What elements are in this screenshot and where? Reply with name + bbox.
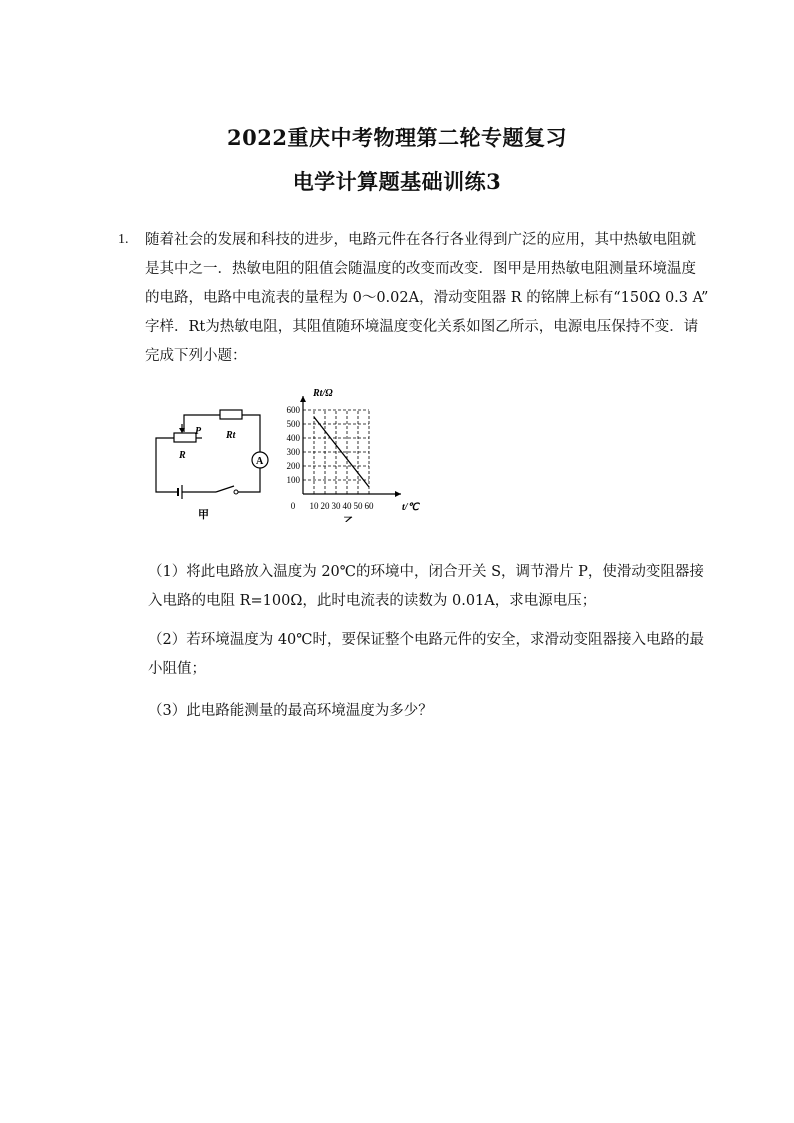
y-axis-label: Rt/Ω	[313, 388, 333, 399]
y-tick-label: 600	[286, 405, 300, 415]
figure-a-caption: 甲	[198, 509, 209, 521]
switch-blade	[216, 486, 234, 492]
stem-line: 完成下列小题：	[145, 348, 247, 364]
wire	[242, 415, 260, 452]
page-subtitle: 电学计算题基础训练3	[292, 169, 502, 194]
sub-question-line: （2）若环境温度为 40℃时，要保证整个电路元件的安全，求滑动变阻器接入电路的最	[148, 632, 705, 648]
wire	[236, 468, 260, 492]
x-tick-label: 40	[342, 501, 352, 511]
question-number: 1.	[118, 232, 129, 247]
y-axis-arrow	[300, 396, 306, 402]
question-stem	[145, 226, 709, 371]
switch-contact	[234, 490, 238, 494]
y-tick-label: 300	[286, 447, 300, 457]
y-tick-label: 500	[286, 419, 300, 429]
stem-line: 字样．Rt为热敏电阻，其阻值随环境温度变化关系如图乙所示，电源电压保持不变．请	[145, 319, 699, 335]
stem-line: 随着社会的发展和科技的进步，电路元件在各行各业得到广泛的应用，其中热敏电阻就	[145, 232, 696, 248]
wire	[156, 438, 178, 492]
sub-question-line: 小阻值；	[148, 661, 206, 677]
x-tick-label: 50	[353, 501, 363, 511]
x-tick-label: 20	[320, 501, 330, 511]
rheostat	[174, 433, 196, 442]
label-p: P	[195, 426, 202, 437]
origin-label: 0	[290, 501, 296, 511]
stem-line: 的电路，电路中电流表的量程为 0～0.02A，滑动变阻器 R 的铭牌上标有“150Ω 0.3 A”	[145, 290, 709, 306]
x-tick-label: 10	[309, 501, 319, 511]
x-tick-label: 30	[331, 501, 341, 511]
page-title: 2022重庆中考物理第二轮专题复习	[227, 125, 567, 150]
rt-temperature-chart	[287, 396, 402, 511]
label-r: R	[179, 450, 186, 461]
figure-svg	[148, 382, 428, 522]
sub-question-1	[148, 558, 704, 616]
circuit-diagram	[156, 410, 268, 499]
y-tick-label: 400	[286, 433, 300, 443]
x-axis-label: t/℃	[402, 502, 419, 513]
y-tick-label: 200	[286, 461, 300, 471]
y-tick-label: 100	[286, 475, 300, 485]
sub-question-line: （3）此电路能测量的最高环境温度为多少？	[148, 703, 433, 719]
thermistor	[220, 410, 242, 419]
label-rt: Rt	[226, 430, 236, 441]
sub-question-2	[148, 626, 705, 684]
x-axis-arrow	[395, 491, 401, 497]
sub-question-line: （1）将此电路放入温度为 20℃的环境中，闭合开关 S，调节滑片 P，使滑动变阻器接	[148, 564, 704, 580]
figures	[148, 382, 428, 526]
figure-b-caption: 乙	[343, 516, 354, 522]
ammeter-label: A	[256, 456, 264, 467]
sub-question-line: 入电路的电阻 R=100Ω，此时电流表的读数为 0.01A，求电源电压；	[148, 593, 597, 609]
x-tick-label: 60	[364, 501, 374, 511]
sub-question-3	[148, 697, 688, 726]
wire	[184, 415, 220, 432]
stem-line: 是其中之一．热敏电阻的阻值会随温度的改变而改变．图甲是用热敏电阻测量环境温度	[145, 261, 696, 277]
